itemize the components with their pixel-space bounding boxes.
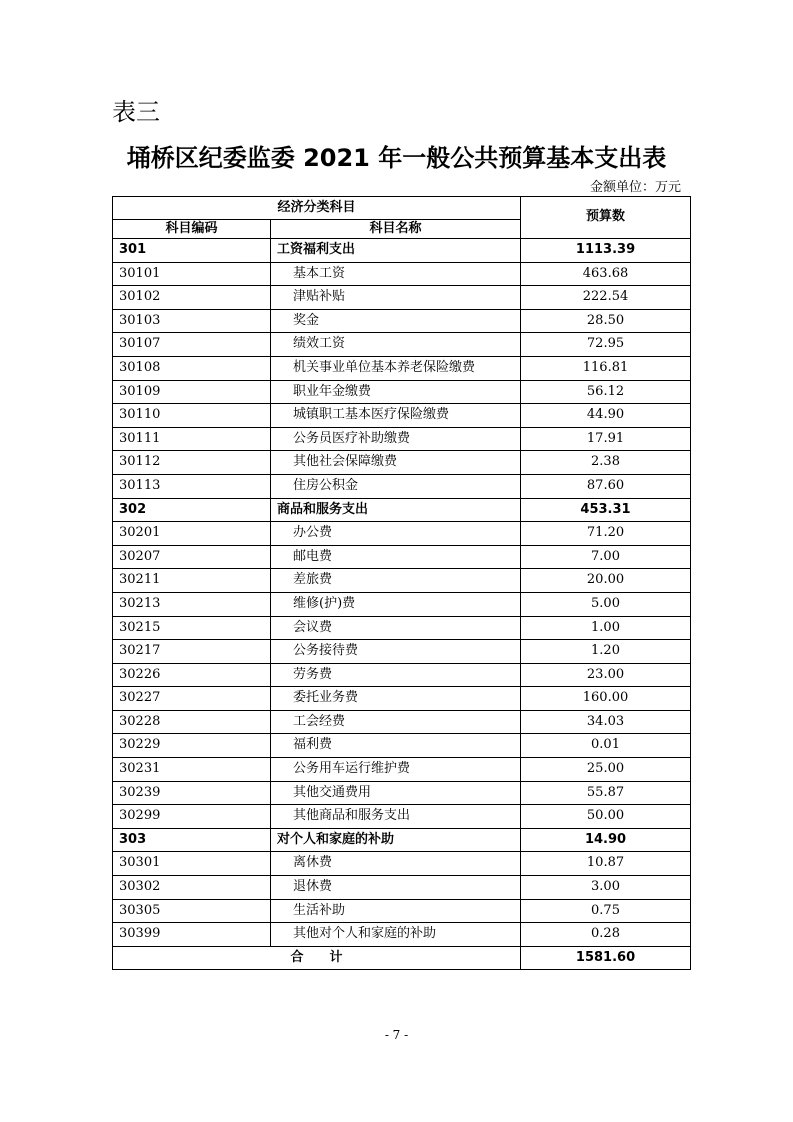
category-code: 302 bbox=[113, 498, 271, 522]
item-name: 其他交通费用 bbox=[271, 781, 521, 805]
table-row bbox=[113, 852, 691, 876]
item-name: 生活补助 bbox=[271, 899, 521, 923]
table-row bbox=[113, 781, 691, 805]
category-row bbox=[113, 239, 691, 263]
table-row bbox=[113, 262, 691, 286]
table-row bbox=[113, 758, 691, 782]
item-name: 维修(护)费 bbox=[271, 592, 521, 616]
item-amount: 0.01 bbox=[521, 734, 691, 758]
item-amount: 7.00 bbox=[521, 545, 691, 569]
item-code: 30108 bbox=[113, 356, 271, 380]
item-amount: 34.03 bbox=[521, 710, 691, 734]
item-code: 30101 bbox=[113, 262, 271, 286]
item-name: 津贴补贴 bbox=[271, 286, 521, 310]
item-name: 退休费 bbox=[271, 876, 521, 900]
item-amount: 5.00 bbox=[521, 592, 691, 616]
item-name: 绩效工资 bbox=[271, 333, 521, 357]
item-amount: 50.00 bbox=[521, 805, 691, 829]
table-row bbox=[113, 427, 691, 451]
table-row bbox=[113, 616, 691, 640]
item-amount: 28.50 bbox=[521, 309, 691, 333]
item-name: 职业年金缴费 bbox=[271, 380, 521, 404]
item-amount: 10.87 bbox=[521, 852, 691, 876]
category-amount: 1113.39 bbox=[521, 239, 691, 263]
item-code: 30299 bbox=[113, 805, 271, 829]
table-row bbox=[113, 592, 691, 616]
total-row bbox=[113, 946, 691, 970]
table-label: 表三 bbox=[112, 98, 160, 126]
item-amount: 0.28 bbox=[521, 923, 691, 947]
table-row bbox=[113, 734, 691, 758]
budget-table bbox=[112, 196, 691, 970]
item-code: 30112 bbox=[113, 451, 271, 475]
item-code: 30227 bbox=[113, 687, 271, 711]
item-code: 30217 bbox=[113, 640, 271, 664]
item-amount: 1.20 bbox=[521, 640, 691, 664]
category-name: 商品和服务支出 bbox=[271, 498, 521, 522]
item-name: 其他商品和服务支出 bbox=[271, 805, 521, 829]
item-name: 办公费 bbox=[271, 522, 521, 546]
table-row bbox=[113, 451, 691, 475]
item-name: 劳务费 bbox=[271, 663, 521, 687]
item-code: 30229 bbox=[113, 734, 271, 758]
item-amount: 87.60 bbox=[521, 474, 691, 498]
item-code: 30207 bbox=[113, 545, 271, 569]
category-name: 工资福利支出 bbox=[271, 239, 521, 263]
total-amount: 1581.60 bbox=[521, 946, 691, 970]
item-code: 30301 bbox=[113, 852, 271, 876]
category-row bbox=[113, 828, 691, 852]
header-subject-code: 科目编码 bbox=[113, 220, 271, 239]
table-row bbox=[113, 380, 691, 404]
table-body bbox=[113, 239, 691, 947]
item-name: 离休费 bbox=[271, 852, 521, 876]
item-code: 30215 bbox=[113, 616, 271, 640]
unit-note: 金额单位：万元 bbox=[589, 180, 681, 195]
item-code: 30102 bbox=[113, 286, 271, 310]
item-name: 委托业务费 bbox=[271, 687, 521, 711]
item-amount: 116.81 bbox=[521, 356, 691, 380]
item-amount: 1.00 bbox=[521, 616, 691, 640]
item-amount: 20.00 bbox=[521, 569, 691, 593]
table-row bbox=[113, 687, 691, 711]
category-amount: 14.90 bbox=[521, 828, 691, 852]
item-amount: 44.90 bbox=[521, 404, 691, 428]
item-code: 30110 bbox=[113, 404, 271, 428]
header-econ-classification: 经济分类科目 bbox=[113, 197, 521, 220]
table-row bbox=[113, 805, 691, 829]
item-name: 机关事业单位基本养老保险缴费 bbox=[271, 356, 521, 380]
item-amount: 71.20 bbox=[521, 522, 691, 546]
header-budget-amount: 预算数 bbox=[521, 197, 691, 239]
table-row bbox=[113, 522, 691, 546]
item-code: 30231 bbox=[113, 758, 271, 782]
table-row bbox=[113, 356, 691, 380]
item-amount: 0.75 bbox=[521, 899, 691, 923]
item-code: 30113 bbox=[113, 474, 271, 498]
item-amount: 56.12 bbox=[521, 380, 691, 404]
page-number: - 7 - bbox=[384, 1028, 409, 1042]
category-code: 303 bbox=[113, 828, 271, 852]
item-name: 公务用车运行维护费 bbox=[271, 758, 521, 782]
item-amount: 2.38 bbox=[521, 451, 691, 475]
item-code: 30239 bbox=[113, 781, 271, 805]
table-row bbox=[113, 710, 691, 734]
item-name: 福利费 bbox=[271, 734, 521, 758]
item-code: 30226 bbox=[113, 663, 271, 687]
item-code: 30201 bbox=[113, 522, 271, 546]
table-row bbox=[113, 899, 691, 923]
item-name: 奖金 bbox=[271, 309, 521, 333]
table-row bbox=[113, 663, 691, 687]
item-name: 差旅费 bbox=[271, 569, 521, 593]
item-code: 30213 bbox=[113, 592, 271, 616]
item-code: 30228 bbox=[113, 710, 271, 734]
table-row bbox=[113, 640, 691, 664]
category-amount: 453.31 bbox=[521, 498, 691, 522]
item-code: 30103 bbox=[113, 309, 271, 333]
item-name: 公务接待费 bbox=[271, 640, 521, 664]
item-amount: 25.00 bbox=[521, 758, 691, 782]
table-row bbox=[113, 545, 691, 569]
item-code: 30111 bbox=[113, 427, 271, 451]
category-code: 301 bbox=[113, 239, 271, 263]
table-row bbox=[113, 309, 691, 333]
item-amount: 55.87 bbox=[521, 781, 691, 805]
table-row bbox=[113, 923, 691, 947]
item-code: 30211 bbox=[113, 569, 271, 593]
item-name: 会议费 bbox=[271, 616, 521, 640]
table-row bbox=[113, 286, 691, 310]
item-code: 30399 bbox=[113, 923, 271, 947]
header-subject-name: 科目名称 bbox=[271, 220, 521, 239]
item-code: 30305 bbox=[113, 899, 271, 923]
item-amount: 3.00 bbox=[521, 876, 691, 900]
item-amount: 23.00 bbox=[521, 663, 691, 687]
item-name: 城镇职工基本医疗保险缴费 bbox=[271, 404, 521, 428]
total-label: 合 计 bbox=[113, 946, 521, 970]
table-row bbox=[113, 333, 691, 357]
item-amount: 463.68 bbox=[521, 262, 691, 286]
table-row bbox=[113, 569, 691, 593]
document-title: 埇桥区纪委监委 2021 年一般公共预算基本支出表 bbox=[126, 144, 667, 172]
item-name: 公务员医疗补助缴费 bbox=[271, 427, 521, 451]
category-row bbox=[113, 498, 691, 522]
item-name: 邮电费 bbox=[271, 545, 521, 569]
item-name: 其他社会保障缴费 bbox=[271, 451, 521, 475]
item-amount: 160.00 bbox=[521, 687, 691, 711]
category-name: 对个人和家庭的补助 bbox=[271, 828, 521, 852]
item-amount: 72.95 bbox=[521, 333, 691, 357]
item-amount: 222.54 bbox=[521, 286, 691, 310]
item-name: 基本工资 bbox=[271, 262, 521, 286]
item-name: 住房公积金 bbox=[271, 474, 521, 498]
item-code: 30302 bbox=[113, 876, 271, 900]
table-row bbox=[113, 404, 691, 428]
item-name: 工会经费 bbox=[271, 710, 521, 734]
item-code: 30107 bbox=[113, 333, 271, 357]
table-row bbox=[113, 876, 691, 900]
table-row bbox=[113, 474, 691, 498]
item-code: 30109 bbox=[113, 380, 271, 404]
item-amount: 17.91 bbox=[521, 427, 691, 451]
item-name: 其他对个人和家庭的补助 bbox=[271, 923, 521, 947]
